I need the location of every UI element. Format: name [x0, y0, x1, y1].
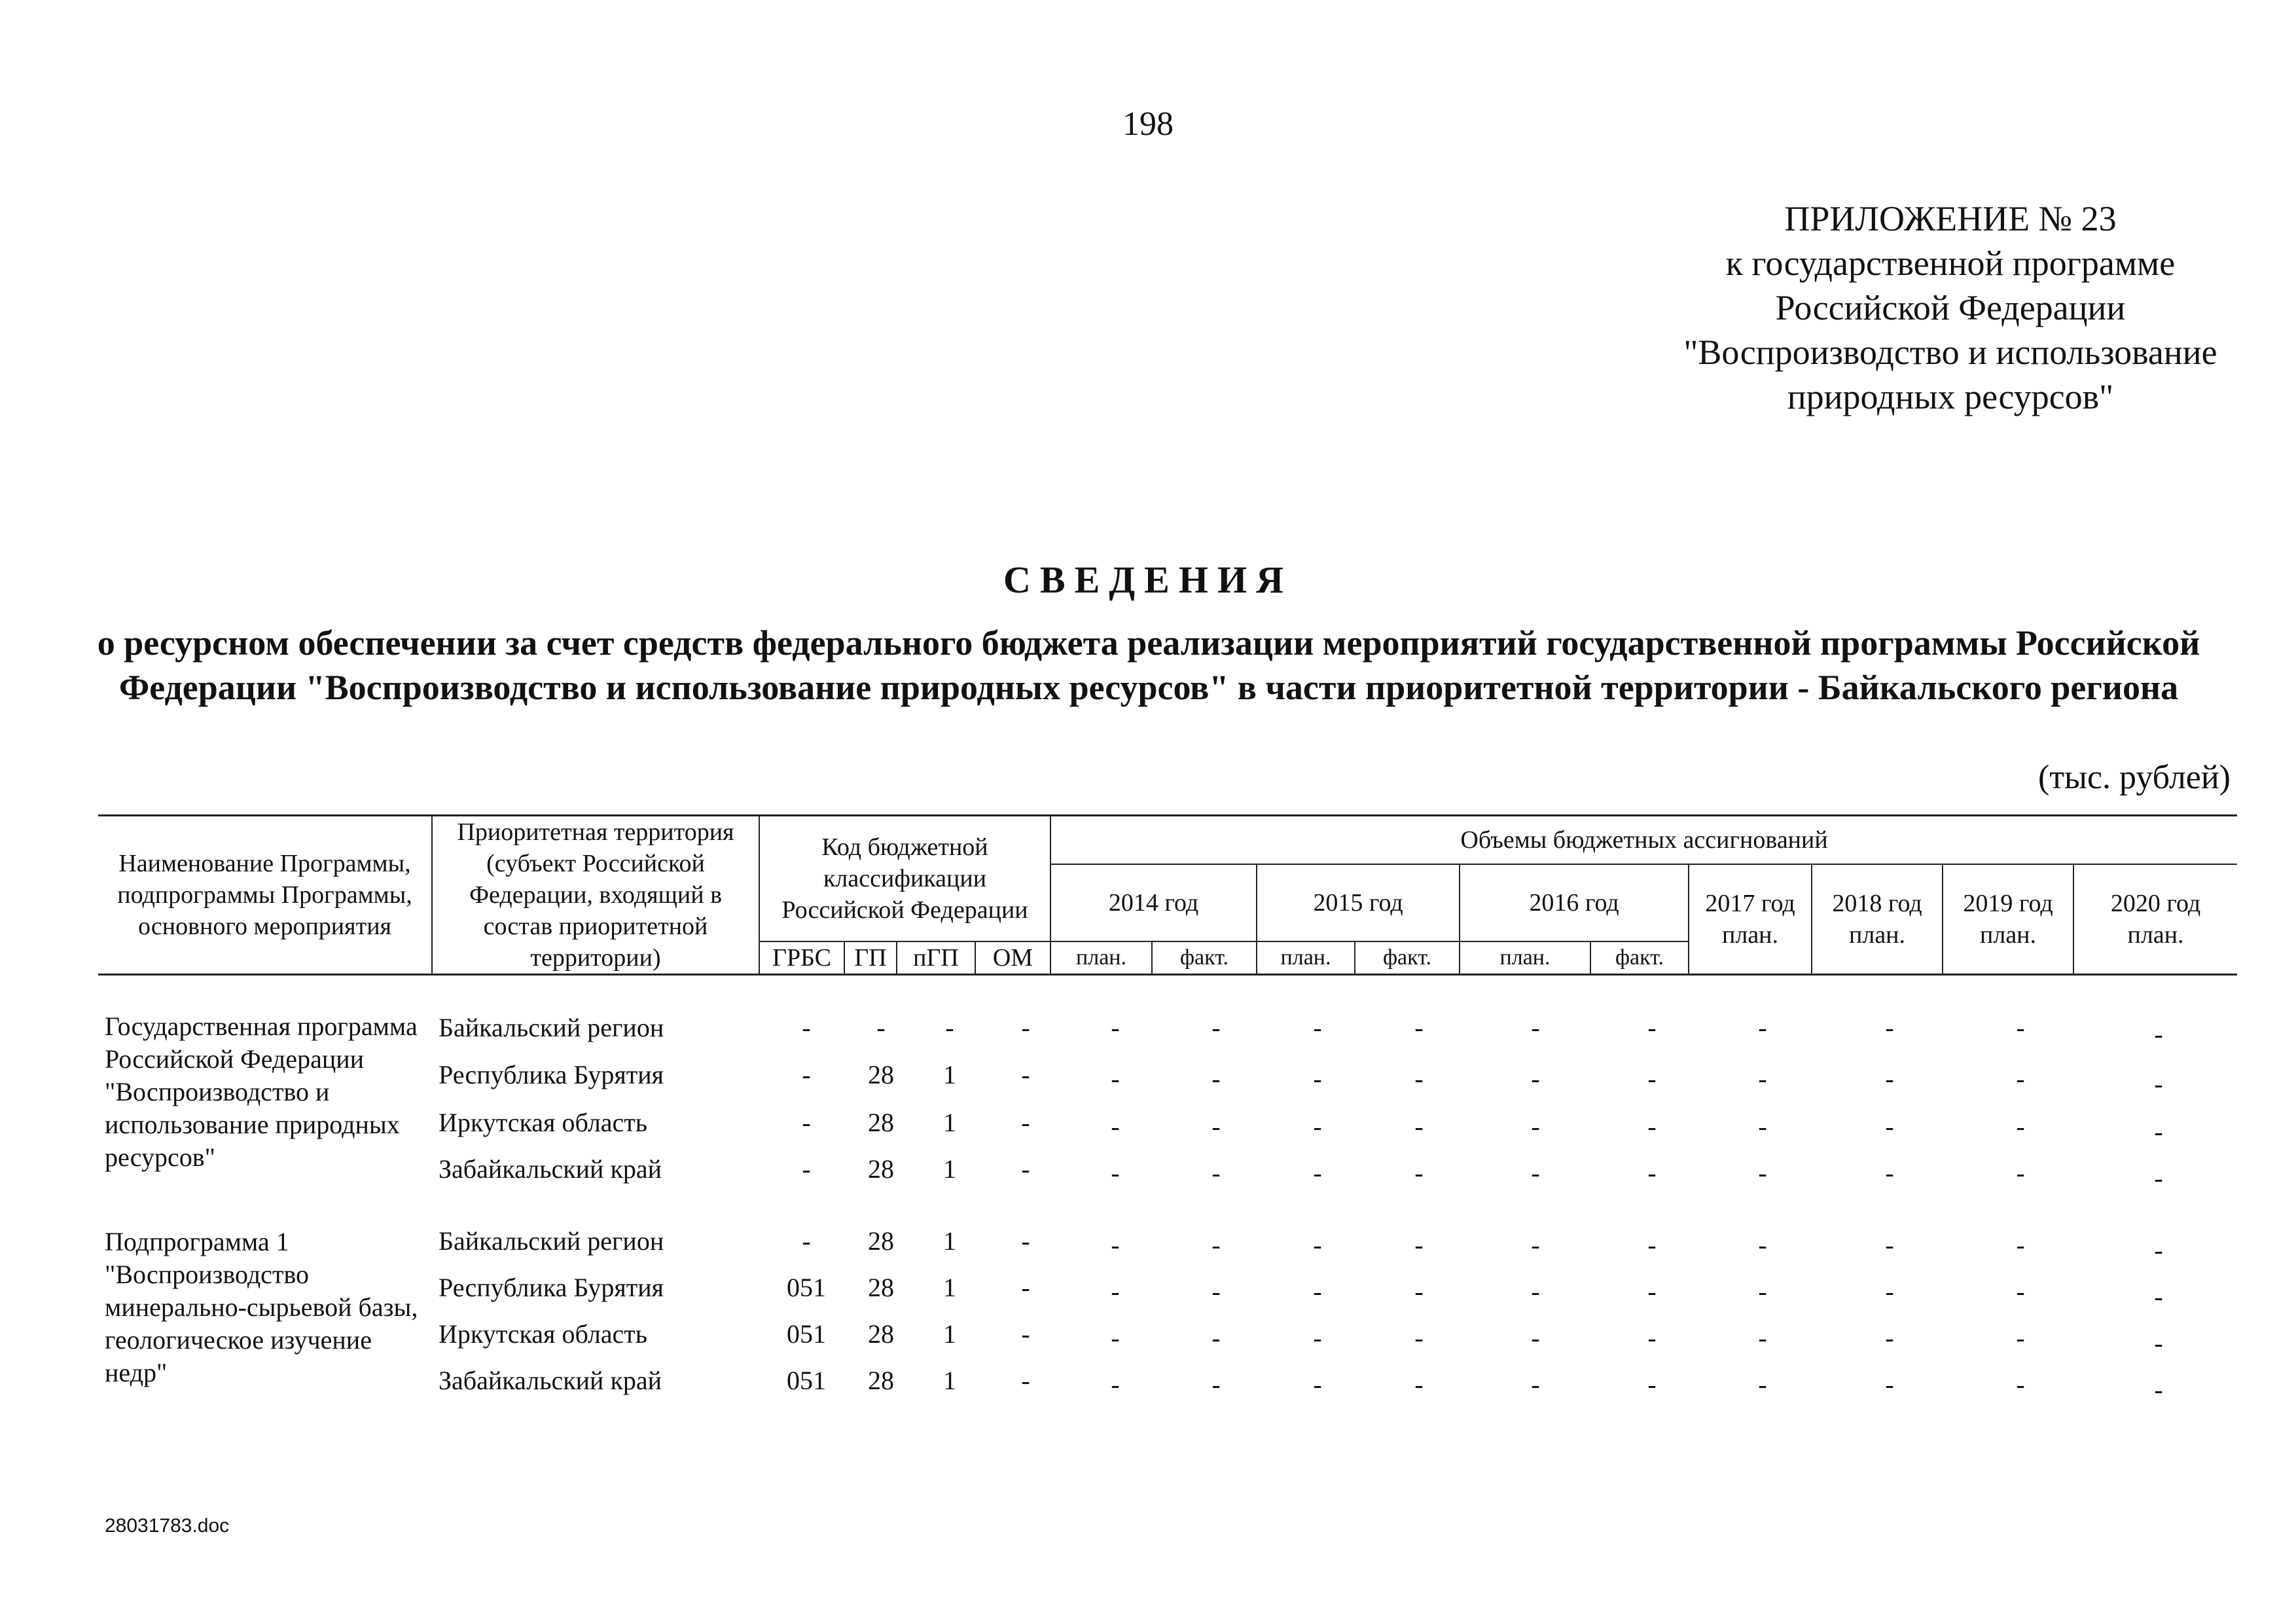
row-grbs: -	[802, 1013, 811, 1042]
row-grbs: -	[802, 1060, 811, 1089]
header-territory: Приоритетная территория (субъект Российской Федерации, входящий в состав приоритетной территории)	[432, 816, 759, 975]
row-om: -	[1021, 1226, 1030, 1256]
row-value: -	[1758, 1158, 1767, 1188]
header-budget-code: Код бюджетной классификации Российской Федерации	[759, 816, 1050, 942]
row-pgp: 1	[943, 1366, 956, 1395]
row-territory: Республика Бурятия	[439, 1060, 664, 1089]
row-pgp: 1	[943, 1226, 956, 1256]
header-pgp: пГП	[897, 941, 975, 975]
row-value: -	[1531, 1323, 1540, 1353]
row-value: -	[1313, 1158, 1322, 1188]
row-value: -	[1647, 1370, 1657, 1399]
row-territory: Забайкальский край	[439, 1154, 662, 1184]
header-year-2019: 2019 год план.	[1943, 864, 2073, 975]
row-value: -	[1885, 1013, 1894, 1042]
row-value: -	[1647, 1230, 1657, 1260]
row-value: -	[2016, 1013, 2025, 1042]
annex-line: к государственной программе	[1725, 244, 2176, 283]
row-value: -	[1414, 1370, 1424, 1399]
annex-title: ПРИЛОЖЕНИЕ № 23	[1784, 199, 2117, 238]
row-value: -	[2016, 1323, 2025, 1353]
row-value: -	[1211, 1277, 1221, 1306]
row-om: -	[1021, 1013, 1030, 1042]
row-value: -	[1885, 1064, 1894, 1093]
row-value: -	[1313, 1064, 1322, 1093]
row-gp: 28	[868, 1060, 894, 1089]
row-value: -	[1647, 1112, 1657, 1141]
row-value: -	[1531, 1158, 1540, 1188]
row-value: -	[1414, 1112, 1424, 1141]
row-value: -	[1758, 1370, 1767, 1399]
row-value: -	[1758, 1277, 1767, 1306]
document-subtitle: о ресурсном обеспечении за счет средств федерального бюджета реализации мероприятий государственной программы Российской Федерации "Воспроизводство и использование природных ресурсов" в части приоритетной территории - Байкальского региона	[97, 623, 2200, 707]
header-om: ОМ	[975, 941, 1050, 975]
header-year-2015: 2015 год	[1257, 864, 1460, 941]
row-value: -	[1647, 1013, 1657, 1042]
row-territory: Забайкальский край	[439, 1366, 662, 1395]
header-name: Наименование Программы, подпрограммы Программы, основного мероприятия	[98, 816, 432, 975]
row-gp: 28	[868, 1273, 894, 1302]
row-value: -	[1111, 1323, 1120, 1353]
row-value: -	[1885, 1323, 1894, 1353]
row-grbs: 051	[787, 1273, 826, 1302]
row-value: -	[1758, 1064, 1767, 1093]
header-fact: факт.	[1152, 941, 1257, 975]
row-value: -	[2016, 1112, 2025, 1141]
row-value: -	[1885, 1158, 1894, 1188]
header-volumes: Объемы бюджетных ассигнований	[1050, 816, 2237, 865]
annex-line: природных ресурсов"	[1787, 377, 2114, 416]
units-label: (тыс. рублей)	[2037, 759, 2231, 796]
header-fact: факт.	[1590, 941, 1689, 975]
row-gp: 28	[868, 1319, 894, 1349]
row-value: -	[2016, 1370, 2025, 1399]
row-value: -	[1111, 1064, 1120, 1093]
row-value: -	[1531, 1230, 1540, 1260]
row-value: -	[1211, 1323, 1221, 1353]
row-territory: Байкальский регион	[439, 1013, 664, 1042]
row-om: -	[1021, 1273, 1030, 1302]
row-value: -	[1313, 1370, 1322, 1399]
row-om: -	[1021, 1060, 1030, 1089]
row-value: -	[2154, 1163, 2163, 1193]
row-pgp: -	[945, 1013, 954, 1042]
row-pgp: 1	[943, 1273, 956, 1302]
header-year-2014: 2014 год	[1050, 864, 1257, 941]
row-value: -	[2154, 1235, 2163, 1265]
row-grbs: -	[802, 1226, 811, 1256]
page-number: 198	[1122, 105, 1174, 143]
row-grbs: 051	[787, 1366, 826, 1395]
row-value: -	[2016, 1158, 2025, 1188]
row-om: -	[1021, 1108, 1030, 1137]
row-value: -	[2154, 1328, 2163, 1358]
row-value: -	[1647, 1277, 1657, 1306]
row-grbs: -	[802, 1154, 811, 1184]
row-value: -	[1111, 1230, 1120, 1260]
row-value: -	[1414, 1230, 1424, 1260]
table-header	[98, 814, 2237, 976]
row-value: -	[1647, 1064, 1657, 1093]
row-value: -	[1647, 1158, 1657, 1188]
row-value: -	[1758, 1323, 1767, 1353]
row-gp: 28	[868, 1108, 894, 1137]
row-value: -	[1313, 1230, 1322, 1260]
row-grbs: 051	[787, 1319, 826, 1349]
row-value: -	[1414, 1064, 1424, 1093]
row-value: -	[1531, 1277, 1540, 1306]
row-value: -	[1111, 1158, 1120, 1188]
row-value: -	[1313, 1112, 1322, 1141]
document-title: СВЕДЕНИЯ	[1003, 558, 1293, 601]
row-value: -	[2016, 1064, 2025, 1093]
annex-line: Российской Федерации	[1775, 288, 2126, 327]
row-value: -	[2154, 1282, 2163, 1311]
row-pgp: 1	[943, 1108, 956, 1137]
row-gp: 28	[868, 1154, 894, 1184]
row-gp: 28	[868, 1366, 894, 1395]
row-value: -	[1414, 1323, 1424, 1353]
row-territory: Байкальский регион	[439, 1226, 664, 1256]
row-om: -	[1021, 1366, 1030, 1395]
row-value: -	[1211, 1013, 1221, 1042]
row-value: -	[1758, 1013, 1767, 1042]
header-year-2017: 2017 год план.	[1689, 864, 1812, 975]
row-value: -	[1211, 1230, 1221, 1260]
row-territory: Республика Бурятия	[439, 1273, 664, 1302]
row-value: -	[1414, 1277, 1424, 1306]
row-value: -	[1211, 1112, 1221, 1141]
header-plan: план.	[1460, 941, 1590, 975]
row-pgp: 1	[943, 1154, 956, 1184]
row-value: -	[1211, 1370, 1221, 1399]
row-value: -	[1211, 1064, 1221, 1093]
row-territory: Иркутская область	[439, 1319, 648, 1349]
row-value: -	[1531, 1064, 1540, 1093]
row-value: -	[1531, 1112, 1540, 1141]
row-value: -	[1885, 1112, 1894, 1141]
row-value: -	[2016, 1277, 2025, 1306]
header-year-2018: 2018 год план.	[1812, 864, 1943, 975]
row-value: -	[1647, 1323, 1657, 1353]
row-gp: -	[876, 1013, 886, 1042]
header-fact: факт.	[1355, 941, 1460, 975]
annex-block	[1623, 196, 2278, 419]
row-om: -	[1021, 1154, 1030, 1184]
row-gp: 28	[868, 1226, 894, 1256]
row-grbs: -	[802, 1108, 811, 1137]
row-value: -	[1758, 1112, 1767, 1141]
row-value: -	[1313, 1013, 1322, 1042]
row-value: -	[1414, 1013, 1424, 1042]
row-territory: Иркутская область	[439, 1108, 648, 1137]
row-value: -	[1885, 1370, 1894, 1399]
row-value: -	[1885, 1230, 1894, 1260]
annex-line: "Воспроизводство и использование	[1683, 333, 2217, 372]
row-value: -	[1111, 1013, 1120, 1042]
row-value: -	[1111, 1112, 1120, 1141]
row-value: -	[2154, 1019, 2163, 1049]
row-value: -	[2154, 1069, 2163, 1099]
row-om: -	[1021, 1319, 1030, 1349]
header-grbs: ГРБС	[759, 941, 844, 975]
row-value: -	[1211, 1158, 1221, 1188]
row-value: -	[1531, 1013, 1540, 1042]
header-gp: ГП	[844, 941, 897, 975]
group-name: Подпрограмма 1 "Воспроизводство минерально-сырьевой базы, геологическое изучение недр"	[105, 1227, 418, 1387]
header-plan: план.	[1257, 941, 1355, 975]
row-value: -	[2154, 1117, 2163, 1146]
footer-filename: 28031783.doc	[105, 1515, 230, 1537]
header-year-2016: 2016 год	[1460, 864, 1689, 941]
row-value: -	[1313, 1323, 1322, 1353]
row-value: -	[2154, 1375, 2163, 1404]
group-name: Государственная программа Российской Федерации "Воспроизводство и использование природных ресурсов"	[105, 1012, 418, 1172]
row-value: -	[1758, 1230, 1767, 1260]
header-plan: план.	[1050, 941, 1152, 975]
row-pgp: 1	[943, 1319, 956, 1349]
row-value: -	[1111, 1370, 1120, 1399]
row-value: -	[1313, 1277, 1322, 1306]
row-value: -	[1414, 1158, 1424, 1188]
row-value: -	[1885, 1277, 1894, 1306]
row-pgp: 1	[943, 1060, 956, 1089]
header-year-2020: 2020 год план.	[2073, 864, 2237, 975]
row-value: -	[1111, 1277, 1120, 1306]
row-value: -	[2016, 1230, 2025, 1260]
row-value: -	[1531, 1370, 1540, 1399]
